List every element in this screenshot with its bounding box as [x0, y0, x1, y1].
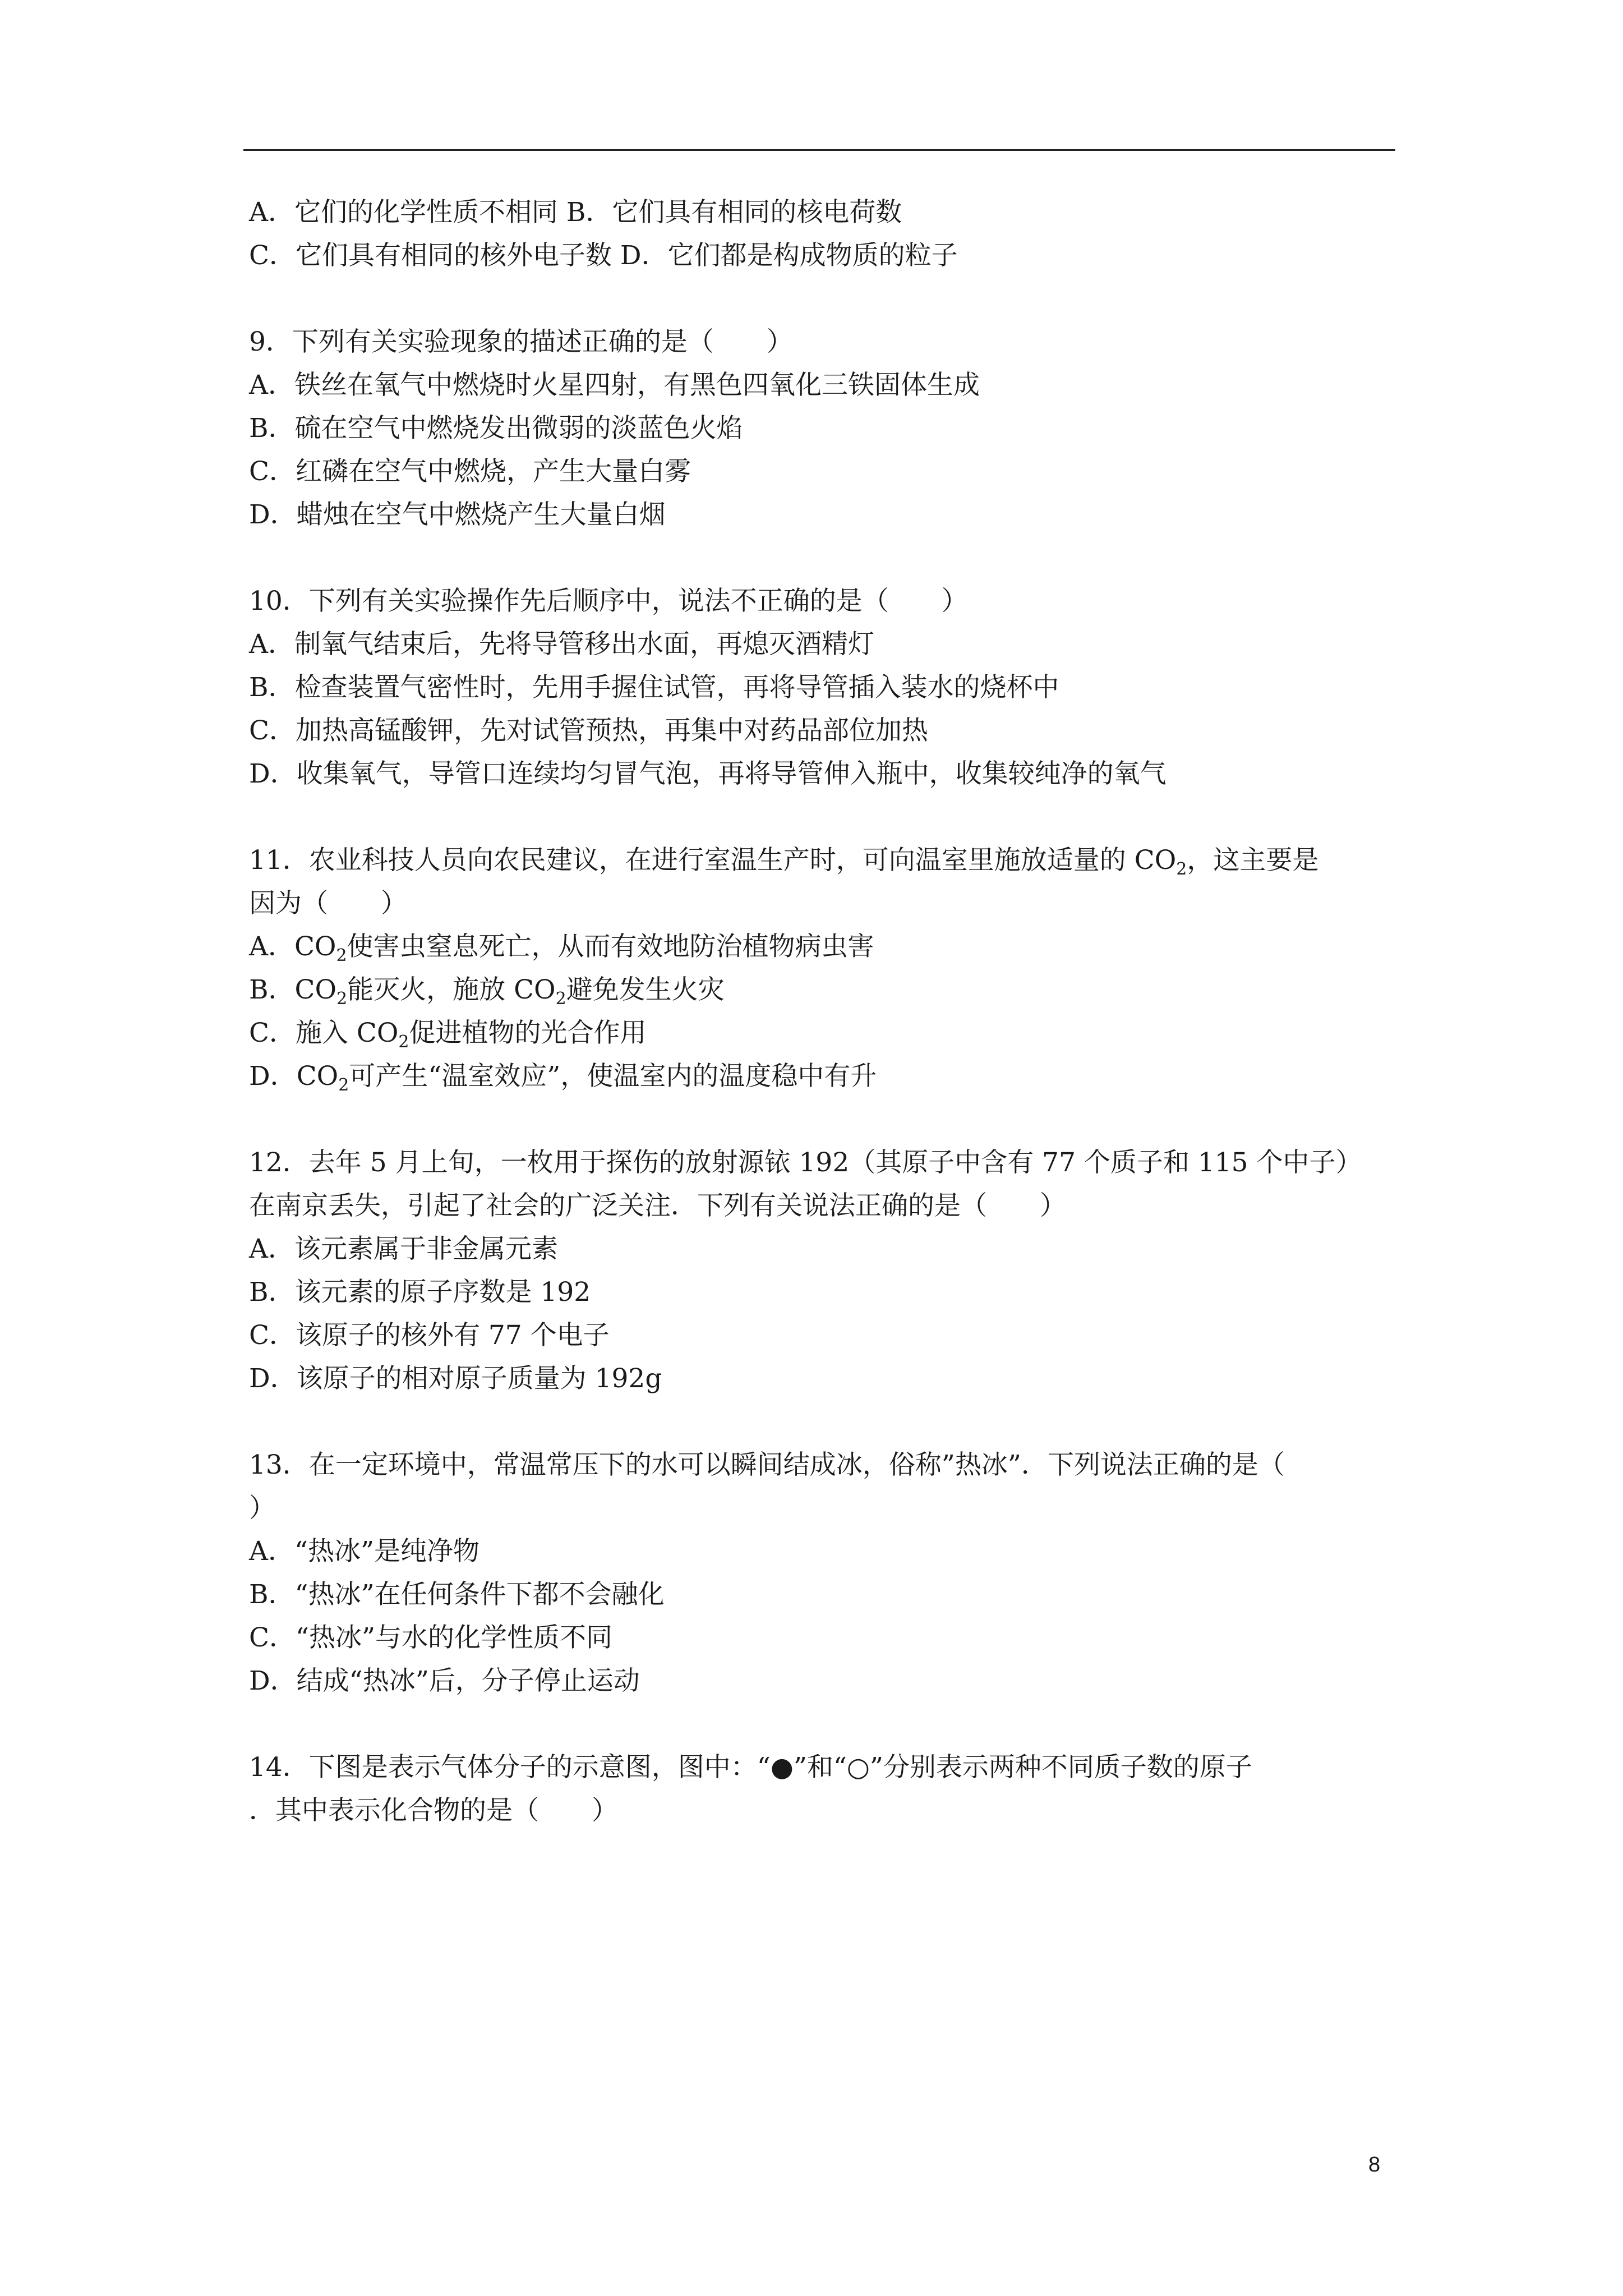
- q9-option-d: D．蜡烛在空气中燃烧产生大量白烟: [249, 499, 666, 530]
- q9-option-c: C．红磷在空气中燃烧，产生大量白雾: [249, 456, 691, 487]
- option-text: 可产生“温室效应”，使温室内的温度稳中有升: [349, 1061, 877, 1092]
- q12-option-c: C．该原子的核外有 77 个电子: [249, 1320, 610, 1351]
- q13-option-c: C．“热冰”与水的化学性质不同: [249, 1622, 613, 1653]
- option-text: 使害虫窒息死亡，从而有效地防治植物病虫害: [347, 931, 874, 962]
- q14-stem-line2: ．其中表示化合物的是（ ）: [249, 1795, 618, 1826]
- subscript-2: 2: [336, 989, 348, 1009]
- subscript-2: 2: [338, 1075, 349, 1095]
- option-text: 避免发生火灾: [566, 974, 725, 1005]
- q11-option-c: [249, 1011, 1393, 1055]
- q13-option-a: A．“热冰”是纯净物: [249, 1536, 479, 1567]
- q13-stem-line2: ）: [249, 1493, 275, 1524]
- option-prefix: A．: [249, 931, 294, 962]
- q11-stem-text: 11．农业科技人员向农民建议，在进行室温生产时，可向温室里施放适量的 CO: [249, 845, 1177, 876]
- q12-option-a: A．该元素属于非金属元素: [249, 1234, 558, 1264]
- q8-options-cd: C．它们具有相同的核外电子数 D．它们都是构成物质的粒子: [249, 240, 958, 271]
- q14-stem-line1: 14．下图是表示气体分子的示意图，图中：“●”和“○”分别表示两种不同质子数的原子: [249, 1752, 1252, 1783]
- option-text: 能灭火，施放: [347, 974, 514, 1005]
- q10-stem: 10．下列有关实验操作先后顺序中，说法不正确的是（ ）: [249, 586, 968, 616]
- q11-stem-end: ，这主要是: [1187, 845, 1319, 876]
- q11-option-a: [249, 925, 1393, 968]
- q10-option-d: D．收集氧气，导管口连续均匀冒气泡，再将导管伸入瓶中，收集较纯净的氧气: [249, 758, 1166, 789]
- q10-option-a: A．制氧气结束后，先将导管移出水面，再熄灭酒精灯: [249, 629, 874, 660]
- co2-formula: CO: [294, 974, 337, 1005]
- q9-option-b: B．硫在空气中燃烧发出微弱的淡蓝色火焰: [249, 413, 743, 444]
- subscript-2: 2: [398, 1032, 409, 1052]
- q13-option-b: B．“热冰”在任何条件下都不会融化: [249, 1579, 665, 1610]
- q13-option-d: D．结成“热冰”后，分子停止运动: [249, 1665, 640, 1696]
- q11-stem-line1: [249, 839, 1393, 882]
- option-text: 促进植物的光合作用: [409, 1018, 647, 1048]
- q12-option-d: D．该原子的相对原子质量为 192g: [249, 1363, 662, 1394]
- header-rule: [243, 149, 1395, 151]
- option-prefix: B．: [249, 974, 295, 1005]
- q10-option-c: C．加热高锰酸钾，先对试管预热，再集中对药品部位加热: [249, 715, 928, 746]
- q13-stem-line1: 13．在一定环境中，常温常压下的水可以瞬间结成冰，俗称”热冰”．下列说法正确的是（: [249, 1450, 1285, 1480]
- co2-formula: CO: [296, 1061, 339, 1092]
- q12-stem-line1: 12．去年 5 月上旬，一枚用于探伤的放射源铱 192（其原子中含有 77 个质子和 115 个中子）: [249, 1147, 1362, 1178]
- q8-options-ab: A．它们的化学性质不相同 B．它们具有相同的核电荷数: [249, 197, 902, 228]
- co2-formula: CO: [294, 931, 336, 962]
- q11-option-b: [249, 968, 1393, 1011]
- q10-option-b: B．检查装置气密性时，先用手握住试管，再将导管插入装水的烧杯中: [249, 672, 1059, 703]
- subscript-2: 2: [555, 989, 566, 1009]
- q12-option-b: B．该元素的原子序数是 192: [249, 1277, 591, 1308]
- page-number: 8: [1368, 2153, 1381, 2177]
- q11-option-d: [249, 1055, 1393, 1098]
- q9-option-a: A．铁丝在氧气中燃烧时火星四射，有黑色四氧化三铁固体生成: [249, 370, 980, 401]
- subscript-2: 2: [336, 946, 347, 965]
- option-prefix: D．: [249, 1061, 297, 1092]
- q12-stem-line2: 在南京丢失，引起了社会的广泛关注．下列有关说法正确的是（ ）: [249, 1190, 1066, 1221]
- option-prefix: C．施入: [249, 1018, 357, 1048]
- co2-formula: CO: [514, 974, 556, 1005]
- q11-stem-line2: 因为（ ）: [249, 888, 407, 919]
- co2-formula: CO: [356, 1018, 399, 1048]
- subscript-2: 2: [1176, 859, 1187, 879]
- q9-stem: 9．下列有关实验现象的描述正确的是（ ）: [249, 326, 793, 357]
- question-content: [249, 191, 1393, 1832]
